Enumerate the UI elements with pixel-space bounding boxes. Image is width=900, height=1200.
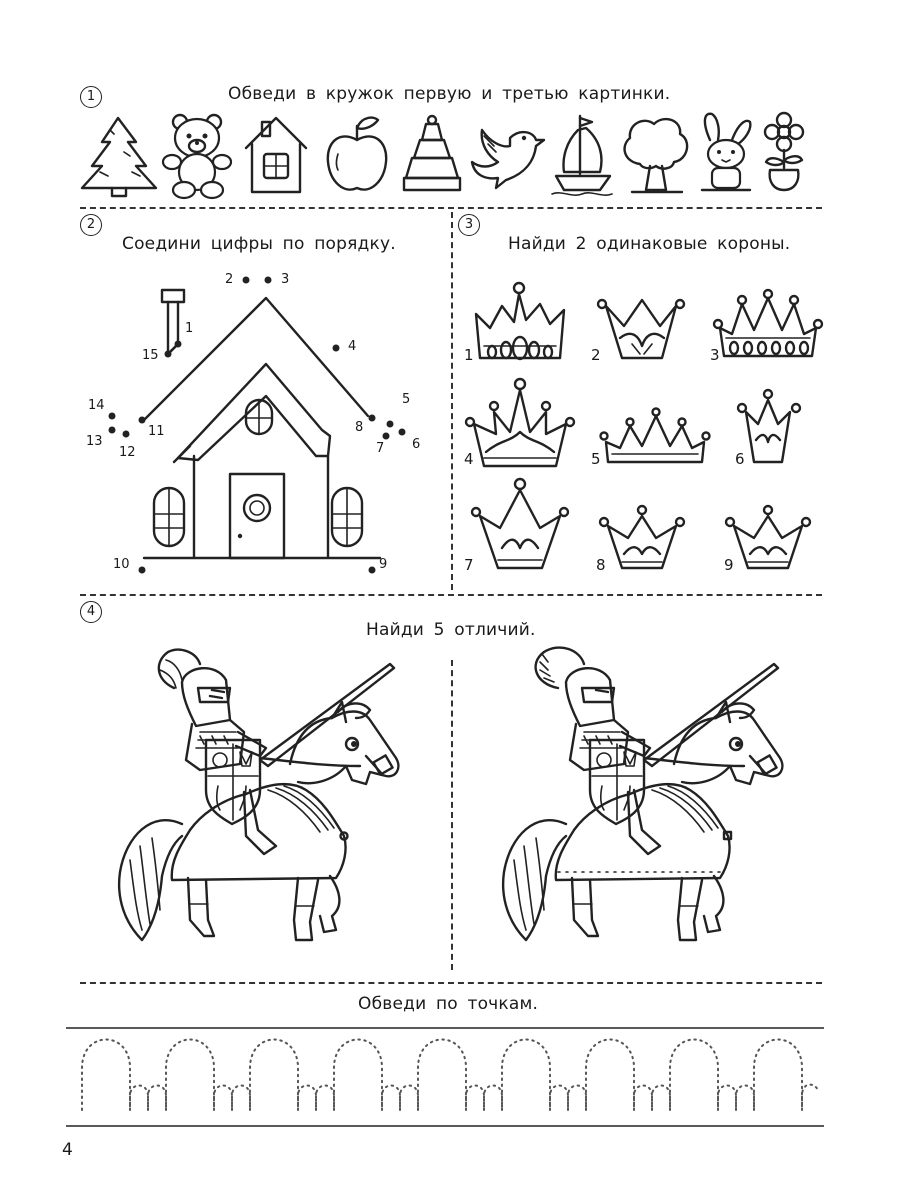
knight-picture-left — [100, 640, 420, 960]
section-divider — [80, 982, 822, 984]
crown-8-icon — [600, 506, 684, 568]
crown-3-icon — [714, 290, 822, 356]
bunny-icon — [702, 114, 750, 190]
dot-label: 15 — [142, 348, 159, 363]
crown-label: 9 — [724, 556, 734, 574]
dotted-arches-pattern — [82, 1040, 818, 1111]
crown-7-icon — [472, 479, 568, 568]
crown-label: 8 — [596, 556, 606, 574]
dot-label: 10 — [113, 557, 130, 572]
tracing-exercise — [66, 1024, 826, 1134]
crown-6-icon — [738, 390, 800, 462]
crown-label: 6 — [735, 450, 745, 468]
section-divider-vertical — [451, 212, 453, 590]
knight-on-horse-illustration — [119, 650, 398, 940]
house-icon — [246, 118, 306, 192]
task-number-badge: 4 — [80, 601, 102, 623]
dot-label: 13 — [86, 434, 103, 449]
crown-label: 7 — [464, 556, 474, 574]
dot-label: 3 — [281, 272, 290, 287]
picture-divider-vertical — [451, 660, 453, 970]
task-number-badge: 3 — [458, 214, 480, 236]
crown-4-icon — [466, 379, 574, 466]
task-number-badge: 1 — [80, 86, 102, 108]
knight-picture-right — [484, 640, 804, 960]
task-title: Обведи по точкам. — [358, 994, 539, 1014]
crown-label: 4 — [464, 450, 474, 468]
dot-label: 11 — [148, 424, 165, 439]
pyramid-toy-icon — [404, 116, 460, 190]
task-title: Соедини цифры по порядку. — [122, 234, 396, 254]
apple-icon — [328, 118, 386, 190]
bird-icon — [472, 130, 544, 188]
section-divider — [80, 207, 822, 209]
dot-label: 7 — [376, 441, 385, 456]
crown-9-icon — [726, 506, 810, 568]
sailing-ship-icon — [552, 116, 612, 195]
crown-5-icon — [601, 409, 710, 463]
teddy-bear-icon — [163, 115, 231, 198]
page-number: 4 — [62, 1140, 73, 1160]
dot-label: 12 — [119, 445, 136, 460]
picture-row — [0, 110, 900, 200]
task-number-badge: 2 — [80, 214, 102, 236]
dot-label: 4 — [348, 339, 357, 354]
dot-to-dot-house — [90, 270, 430, 590]
tree-icon — [625, 119, 688, 192]
task-title: Найди 5 отличий. — [366, 620, 536, 640]
crowns-grid — [462, 272, 842, 592]
crown-label: 5 — [591, 450, 601, 468]
dot-label: 1 — [185, 321, 194, 336]
knight-on-horse-illustration — [503, 648, 782, 940]
fir-tree-icon — [82, 118, 156, 196]
dot-label: 8 — [355, 420, 364, 435]
crown-1-icon — [476, 283, 564, 359]
dot-label: 5 — [402, 392, 411, 407]
flower-pot-icon — [765, 113, 803, 190]
dot-label: 14 — [88, 398, 105, 413]
crown-label: 2 — [591, 346, 601, 364]
dot-label: 6 — [412, 437, 421, 452]
section-divider — [80, 594, 822, 596]
task-title: Обведи в кружок первую и третью картинки. — [228, 84, 671, 104]
dot-label: 9 — [379, 557, 388, 572]
crown-2-icon — [598, 300, 684, 358]
dot-label: 2 — [225, 272, 234, 287]
task-title: Найди 2 одинаковые короны. — [508, 234, 791, 254]
crown-label: 1 — [464, 346, 474, 364]
crown-label: 3 — [710, 346, 720, 364]
